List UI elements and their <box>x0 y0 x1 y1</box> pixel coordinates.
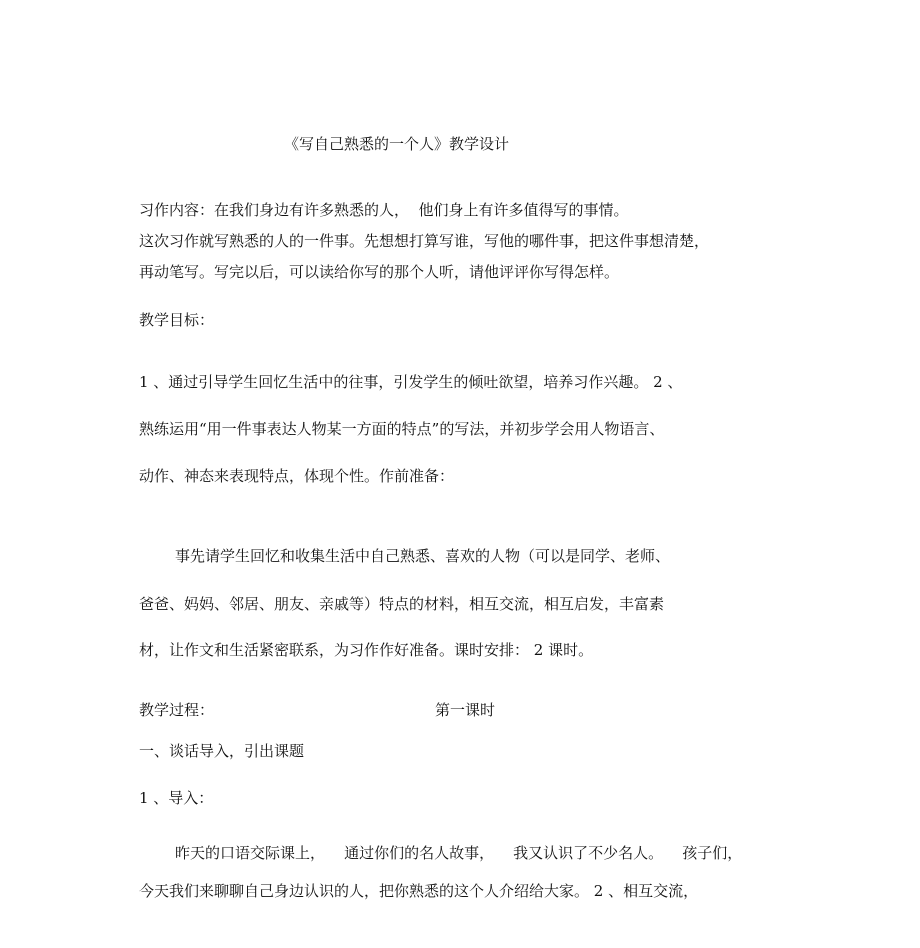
goals-heading: 教学目标： <box>139 311 215 329</box>
lesson-label: 第一课时 <box>435 701 496 719</box>
process-heading: 教学过程： <box>139 701 215 719</box>
content-line-2: 这次习作就写熟悉的人的一件事。先想想打算写谁，写他的哪件事，把这件事想清楚， <box>139 232 710 250</box>
document-title: 《写自己熟悉的一个人》教学设计 <box>284 135 510 153</box>
text-line-1: 昨天的口语交际课上， 通过你们的名人故事， 我又认识了不少名人。 孩子们， <box>175 844 743 862</box>
prep-line-2: 爸爸、妈妈、邻居、朋友、亲戚等）特点的材料，相互交流，相互启发，丰富素 <box>139 595 665 613</box>
section-heading-1: 一、谈话导入，引出课题 <box>139 742 305 760</box>
prep-line-1: 事先请学生回忆和收集生活中自己熟悉、喜欢的人物（可以是同学、老师、 <box>175 547 671 565</box>
goals-line-1: 1 、通过引导学生回忆生活中的往事，引发学生的倾吐欲望，培养习作兴趣。 2 、 <box>139 373 683 391</box>
text-line-2: 今天我们来聊聊自己身边认识的人，把你熟悉的这个人介绍给大家。 2 、相互交流， <box>139 882 699 900</box>
goals-line-3: 动作、神态来表现特点，体现个性。作前准备： <box>139 467 455 485</box>
content-line-1: 习作内容：在我们身边有许多熟悉的人， 他们身上有许多值得写的事情。 <box>139 201 629 219</box>
content-line-3: 再动笔写。写完以后，可以读给你写的那个人听，请他评评你写得怎样。 <box>139 263 620 281</box>
prep-line-3: 材，让作文和生活紧密联系，为习作作好准备。课时安排： 2 课时。 <box>139 641 594 659</box>
step-heading-1: 1 、导入： <box>139 789 214 807</box>
goals-line-2: 熟练运用“用一件事表达人物某一方面的特点”的写法，并初步学会用人物语言、 <box>139 420 665 438</box>
